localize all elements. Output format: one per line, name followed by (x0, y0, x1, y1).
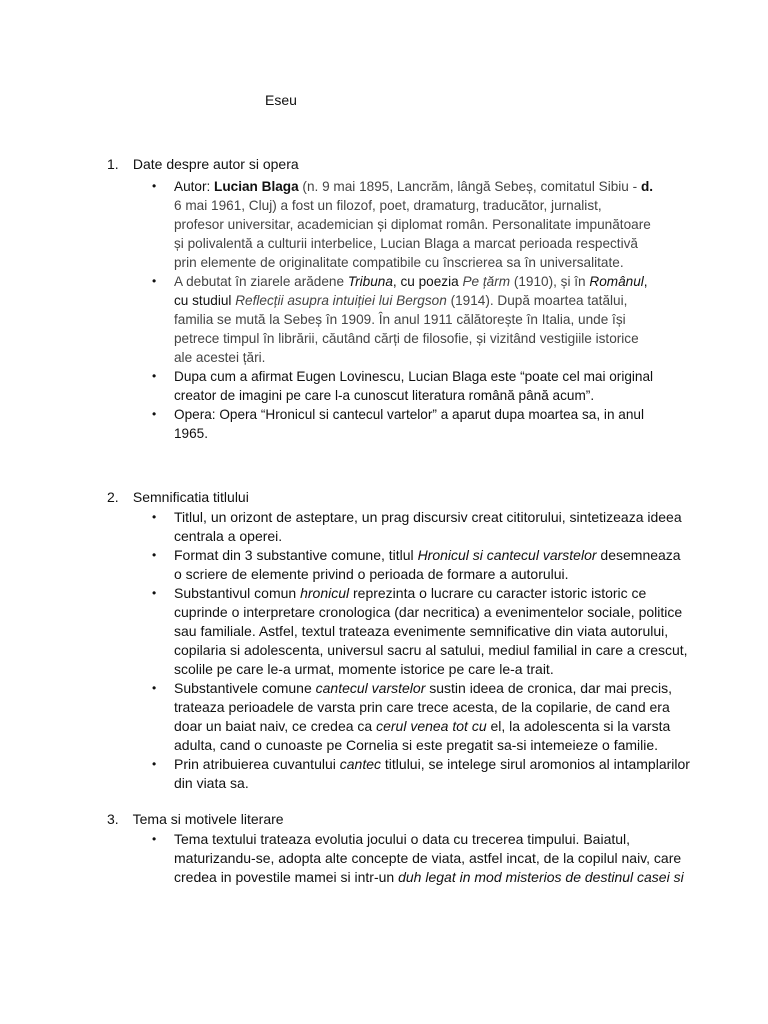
bullet-icon: • (152, 510, 157, 524)
bullet-icon: • (152, 369, 157, 383)
list-item-text: Titlul, un orizont de asteptare, un prag discursiv creat cititorului, sintetizeaza ideea centrala a operei. (174, 509, 682, 544)
bullet-icon: • (152, 832, 157, 846)
bullet-icon: • (152, 274, 157, 288)
section-heading (107, 488, 249, 507)
list-item-text: A debutat în ziarele arădene Tribuna, cu poezia Pe țărm (1910), și în Românul, cu studiul Reflecții asupra intuiției lui Bergson (1914). După moartea tatălui, familia se mută la Sebeș în 1909. În anul 1911 călătorește în Italia, unde își petrece timpul în librării, căutând cărți de filosofie, și vizitând vestigiile istorice ale acestei țări. (174, 274, 648, 365)
bullet-icon: • (152, 548, 157, 562)
list-item (150, 367, 655, 405)
list-item-text: Substantivul comun hronicul reprezinta o lucrare cu caracter istoric istoric ce cuprinde o interpretare cronologica (dar necritica) a evenimentelor sociale, politice sau familiale. Astfel, textul trateaza evenimente semnificative din viata autorului, copilaria si adolescenta, universul sacru al satului, mediul familial in care a crescut, scolile pe care le-a urmat, momente istorice pe care le-a trait. (174, 585, 688, 677)
list-item (150, 546, 690, 584)
list-item (150, 405, 655, 443)
section-title: Semnificatia titlului (132, 489, 249, 505)
list-item-text: Substantivele comune cantecul varstelor sustin ideea de cronica, dar mai precis, trateaza perioadele de varsta prin care trece acesta, de la copilarie, de cand era doar un baiat naiv, ce credea ca cerul venea tot cu el, la adolescenta si la varsta adulta, cand o cunoaste pe Cornelia si este pregatit sa-si intemeieze o familie. (174, 680, 673, 753)
list-item (150, 272, 655, 367)
list-item-text: Opera: Opera “Hronicul si cantecul vartelor” a aparut dupa moartea sa, in anul 1965. (174, 407, 644, 441)
list-item-text: Format din 3 substantive comune, titlul Hronicul si cantecul varstelor desemneaza o scriere de elemente privind o perioada de formare a autorului. (174, 547, 681, 582)
list-item (150, 584, 690, 679)
bullet-icon: • (152, 757, 157, 771)
bullet-list (150, 508, 690, 793)
section-number: 3. (107, 811, 119, 827)
bullet-icon: • (152, 586, 157, 600)
bullet-list (150, 177, 655, 443)
bullet-list (150, 830, 690, 887)
section-title: Date despre autor si opera (132, 156, 299, 172)
section-number: 1. (107, 156, 119, 172)
list-item-text: Tema textului trateaza evolutia jocului o data cu trecerea timpului. Baiatul, maturizandu-se, adopta alte concepte de viata, astfel incat, de la copilul naiv, care credea in povestile mamei si intr-un duh legat in mod misterios de destinul casei si (174, 831, 684, 885)
list-item-text: Dupa cum a afirmat Eugen Lovinescu, Lucian Blaga este “poate cel mai original creator de imagini pe care l-a cunoscut literatura română până acum”. (174, 369, 654, 403)
list-item-text: Prin atribuierea cuvantului cantec titlului, se intelege sirul aromonios al intamplarilor din viata sa. (174, 756, 690, 791)
section-heading (107, 810, 284, 829)
bullet-icon: • (152, 179, 157, 193)
list-item (150, 755, 690, 793)
section-heading (107, 155, 299, 174)
section-number: 2. (107, 489, 119, 505)
list-item (150, 830, 690, 887)
document-title: Eseu (265, 92, 297, 108)
bullet-icon: • (152, 407, 157, 421)
list-item (150, 679, 690, 755)
list-item (150, 508, 690, 546)
list-item (150, 177, 655, 272)
bullet-icon: • (152, 681, 157, 695)
section-title: Tema si motivele literare (132, 811, 284, 827)
list-item-text: Autor: Lucian Blaga (n. 9 mai 1895, Lancrăm, lângă Sebeș, comitatul Sibiu - d. 6 mai 1961, Cluj) a fost un filozof, poet, dramaturg, traducător, jurnalist, profesor universitar, academician și diplomat român. Personalitate impunătoare și polivalentă a culturii interbelice, Lucian Blaga a marcat perioada respectivă prin elemente de originalitate compatibile cu înscrierea sa în universalitate. (174, 179, 654, 270)
